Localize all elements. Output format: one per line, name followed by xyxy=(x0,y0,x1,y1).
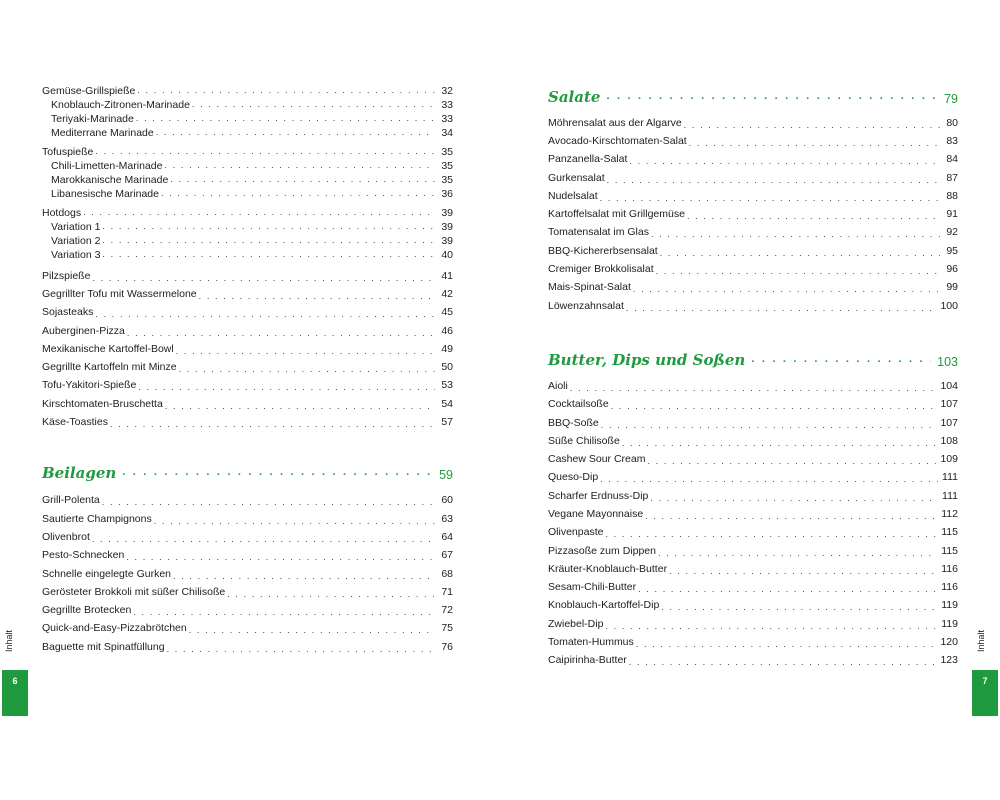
entry-page: 123 xyxy=(940,654,958,667)
entry-page: 33 xyxy=(441,99,453,111)
entry-title: BBQ-Soße xyxy=(548,416,599,429)
dot-leader xyxy=(570,380,937,393)
entry-title: Cocktailsoße xyxy=(548,398,609,411)
side-label-left: Inhalt xyxy=(4,629,15,653)
dot-leader xyxy=(164,161,435,170)
toc-subentry[interactable] xyxy=(42,187,453,201)
dot-leader xyxy=(136,114,435,123)
toc-subentry[interactable] xyxy=(42,98,453,112)
entry-page: 92 xyxy=(946,226,958,239)
toc-entry[interactable] xyxy=(548,279,958,297)
toc-entry[interactable] xyxy=(42,395,453,413)
toc-subentry[interactable] xyxy=(42,173,453,187)
toc-entry[interactable] xyxy=(548,560,958,578)
toc-entry[interactable] xyxy=(548,224,958,242)
right-toc-column xyxy=(548,84,958,670)
page-number-tab-left xyxy=(2,670,28,716)
dot-leader xyxy=(137,86,435,95)
entry-title: Panzanella-Salat xyxy=(548,153,628,166)
entry-title: Mediterrane Marinade xyxy=(51,127,154,139)
entry-page: 39 xyxy=(441,207,453,219)
dot-leader xyxy=(606,91,938,102)
dot-leader xyxy=(600,190,940,203)
entry-title: Auberginen-Pizza xyxy=(42,324,125,337)
entry-title: BBQ-Kichererbsensalat xyxy=(548,244,658,257)
toc-group xyxy=(42,206,453,262)
entry-title: Nudelsalat xyxy=(548,189,598,202)
entry-title: Käse-Toasties xyxy=(42,416,108,429)
entry-title: Knoblauch-Zitronen-Marinade xyxy=(51,99,190,111)
entry-title: Cashew Sour Cream xyxy=(548,453,646,466)
entry-page: 32 xyxy=(441,85,453,97)
toc-entry[interactable] xyxy=(548,652,958,670)
entry-page: 64 xyxy=(441,530,453,543)
dot-leader xyxy=(179,361,435,374)
dot-leader xyxy=(605,526,937,539)
entry-title: Sautierte Champignons xyxy=(42,512,152,525)
entry-page: 116 xyxy=(941,581,958,594)
entry-page: 72 xyxy=(441,604,453,617)
toc-entry[interactable] xyxy=(548,505,958,523)
toc-entry[interactable] xyxy=(548,132,958,150)
entry-title: Marokkanische Marinade xyxy=(51,174,169,186)
entry-title: Caipirinha-Butter xyxy=(548,654,627,667)
dot-leader xyxy=(95,306,435,319)
dot-leader xyxy=(102,494,435,507)
dot-leader xyxy=(156,128,435,137)
dot-leader xyxy=(605,618,937,631)
entry-title: Löwenzahnsalat xyxy=(548,299,624,312)
dot-leader xyxy=(176,343,435,356)
page-number: 7 xyxy=(982,676,988,686)
entry-page: 68 xyxy=(441,567,453,580)
entry-title: Variation 1 xyxy=(51,221,101,233)
dot-leader xyxy=(102,236,435,245)
toc-entry[interactable] xyxy=(42,358,453,376)
entry-title: Pilzspieße xyxy=(42,269,91,282)
entry-title: Grill-Polenta xyxy=(42,494,100,507)
dot-leader xyxy=(92,270,435,283)
dot-leader xyxy=(161,189,435,198)
entry-page: 87 xyxy=(946,171,958,184)
entry-title: Olivenbrot xyxy=(42,530,90,543)
entry-title: Gerösteter Brokkoli mit süßer Chilisoße xyxy=(42,585,226,598)
dot-leader xyxy=(102,250,435,259)
toc-group xyxy=(42,145,453,201)
entry-title: Teriyaki-Marinade xyxy=(51,113,134,125)
entry-title: Knoblauch-Kartoffel-Dip xyxy=(548,599,660,612)
dot-leader xyxy=(170,175,435,184)
dot-leader xyxy=(600,471,938,484)
dot-leader xyxy=(687,208,940,221)
dot-leader xyxy=(629,153,940,166)
entry-title: Kartoffelsalat mit Grillgemüse xyxy=(548,208,685,221)
dot-leader xyxy=(669,563,937,576)
dot-leader xyxy=(127,325,435,338)
dot-leader xyxy=(165,398,435,411)
entry-page: 119 xyxy=(941,599,958,612)
dot-leader xyxy=(189,622,435,635)
dot-leader xyxy=(656,263,940,276)
entry-page: 60 xyxy=(441,494,453,507)
page-number: 6 xyxy=(12,676,18,686)
dot-leader xyxy=(122,467,433,478)
dot-leader xyxy=(684,117,940,130)
entry-page: 91 xyxy=(946,208,958,221)
entry-title: Variation 3 xyxy=(51,249,101,261)
section-page: 103 xyxy=(937,355,958,370)
entry-page: 109 xyxy=(940,453,958,466)
entry-page: 67 xyxy=(441,549,453,562)
entry-title: Mais-Spinat-Salat xyxy=(548,281,631,294)
section-page: 59 xyxy=(439,467,453,482)
entry-title: Baguette mit Spinatfüllung xyxy=(42,640,165,653)
toc-entry[interactable] xyxy=(42,620,453,638)
entry-title: Zwiebel-Dip xyxy=(548,617,604,630)
entry-page: 107 xyxy=(940,398,958,411)
dot-leader xyxy=(133,604,435,617)
dot-leader xyxy=(192,100,435,109)
toc-entry[interactable] xyxy=(548,242,958,260)
dot-leader xyxy=(199,288,435,301)
entry-title: Möhrensalat aus der Algarve xyxy=(548,116,682,129)
entry-title: Vegane Mayonnaise xyxy=(548,507,644,520)
toc-subentry[interactable] xyxy=(42,234,453,248)
entry-page: 39 xyxy=(441,235,453,247)
entry-title: Queso-Dip xyxy=(548,471,599,484)
toc-entry[interactable] xyxy=(42,377,453,395)
entry-page: 63 xyxy=(441,512,453,525)
section-heading[interactable] xyxy=(548,347,958,369)
entry-page: 100 xyxy=(940,299,958,312)
toc-entry[interactable] xyxy=(548,169,958,187)
dot-leader xyxy=(126,549,435,562)
toc-entry[interactable] xyxy=(548,260,958,278)
section-title: Butter, Dips und Soßen xyxy=(548,351,746,370)
dot-leader xyxy=(601,417,937,430)
entry-title: Kirschtomaten-Bruschetta xyxy=(42,397,163,410)
entry-page: 112 xyxy=(941,507,958,520)
entry-page: 33 xyxy=(441,113,453,125)
entry-page: 71 xyxy=(441,585,453,598)
entry-page: 111 xyxy=(942,471,958,484)
toc-entry[interactable] xyxy=(42,510,453,528)
entry-page: 45 xyxy=(441,306,453,319)
entry-page: 84 xyxy=(946,153,958,166)
entry-title: Gegrillter Tofu mit Wassermelone xyxy=(42,287,197,300)
entry-title: Pesto-Schnecken xyxy=(42,549,125,562)
toc-entry[interactable] xyxy=(42,322,453,340)
toc-entry[interactable] xyxy=(548,414,958,432)
entry-title: Pizzasoße zum Dippen xyxy=(548,544,656,557)
dot-leader xyxy=(154,513,435,526)
entry-title: Tofuspieße xyxy=(42,146,94,158)
toc-subentry[interactable] xyxy=(42,159,453,173)
entry-page: 80 xyxy=(946,116,958,129)
entry-page: 83 xyxy=(946,134,958,147)
toc-entry[interactable] xyxy=(548,469,958,487)
entry-title: Sesam-Chili-Butter xyxy=(548,581,637,594)
toc-group xyxy=(42,84,453,140)
entry-page: 115 xyxy=(941,544,958,557)
toc-entry[interactable] xyxy=(42,285,453,303)
entry-page: 53 xyxy=(441,379,453,392)
toc-entry[interactable] xyxy=(548,297,958,315)
dot-leader xyxy=(110,416,435,429)
entry-title: Gemüse-Grillspieße xyxy=(42,85,136,97)
section-heading[interactable] xyxy=(42,460,453,482)
entry-page: 119 xyxy=(941,617,958,630)
section-heading[interactable] xyxy=(548,84,958,106)
dot-leader xyxy=(689,135,940,148)
dot-leader xyxy=(647,453,936,466)
entry-title: Aioli xyxy=(548,379,568,392)
entry-title: Tomaten-Hummus xyxy=(548,636,634,649)
toc-entry[interactable] xyxy=(548,114,958,132)
dot-leader xyxy=(660,245,940,258)
dot-leader xyxy=(645,508,937,521)
toc-subentry[interactable] xyxy=(42,220,453,234)
toc-entry[interactable] xyxy=(548,579,958,597)
entry-page: 107 xyxy=(940,416,958,429)
toc-subentry[interactable] xyxy=(42,126,453,140)
entry-title: Cremiger Brokkolisalat xyxy=(548,263,654,276)
entry-page: 46 xyxy=(441,324,453,337)
toc-entry[interactable] xyxy=(548,542,958,560)
entry-page: 104 xyxy=(940,379,958,392)
entry-page: 35 xyxy=(441,174,453,186)
toc-entry[interactable] xyxy=(548,205,958,223)
toc-entry[interactable] xyxy=(42,304,453,322)
toc-entry[interactable] xyxy=(42,565,453,583)
toc-entry[interactable] xyxy=(548,187,958,205)
entry-page: 57 xyxy=(441,416,453,429)
entry-page: 40 xyxy=(441,249,453,261)
toc-entry[interactable] xyxy=(42,206,453,220)
dot-leader xyxy=(611,398,937,411)
toc-entry[interactable] xyxy=(42,601,453,619)
entry-page: 88 xyxy=(946,189,958,202)
section-title: Salate xyxy=(548,88,601,106)
entry-title: Variation 2 xyxy=(51,235,101,247)
dot-leader xyxy=(92,531,435,544)
dot-leader xyxy=(102,222,435,231)
entry-title: Gegrillte Kartoffeln mit Minze xyxy=(42,361,177,374)
entry-page: 41 xyxy=(441,269,453,282)
dot-leader xyxy=(626,300,937,313)
dot-leader xyxy=(650,490,938,503)
entry-page: 95 xyxy=(946,244,958,257)
dot-leader xyxy=(138,379,435,392)
entry-title: Olivenpaste xyxy=(548,526,604,539)
entry-title: Kräuter-Knoblauch-Butter xyxy=(548,562,668,575)
dot-leader xyxy=(651,226,940,239)
entry-page: 35 xyxy=(441,160,453,172)
toc-entry[interactable] xyxy=(548,396,958,414)
toc-entry[interactable] xyxy=(42,547,453,565)
toc-entry[interactable] xyxy=(548,450,958,468)
toc-entry[interactable] xyxy=(548,597,958,615)
entry-page: 50 xyxy=(441,361,453,374)
dot-leader xyxy=(658,545,937,558)
dot-leader xyxy=(636,636,937,649)
entry-page: 34 xyxy=(441,127,453,139)
page-number-tab-right xyxy=(972,670,998,716)
toc-entry[interactable] xyxy=(548,633,958,651)
entry-title: Hotdogs xyxy=(42,207,82,219)
entry-title: Schnelle eingelegte Gurken xyxy=(42,567,172,580)
toc-entry[interactable] xyxy=(548,377,958,395)
entry-page: 111 xyxy=(942,489,958,502)
toc-entry[interactable] xyxy=(42,267,453,285)
entry-page: 35 xyxy=(441,146,453,158)
toc-entry[interactable] xyxy=(42,84,453,98)
left-toc-column xyxy=(42,84,453,656)
entry-title: Gegrillte Brotecken xyxy=(42,604,132,617)
entry-page: 116 xyxy=(941,562,958,575)
toc-entry[interactable] xyxy=(548,151,958,169)
dot-leader xyxy=(633,281,940,294)
entry-page: 96 xyxy=(946,263,958,276)
entry-title: Süße Chilisoße xyxy=(548,434,620,447)
toc-entry[interactable] xyxy=(548,432,958,450)
toc-entry[interactable] xyxy=(42,145,453,159)
toc-entry[interactable] xyxy=(42,340,453,358)
entry-page: 36 xyxy=(441,188,453,200)
entry-title: Sojasteaks xyxy=(42,306,94,319)
entry-title: Chili-Limetten-Marinade xyxy=(51,160,163,172)
entry-page: 120 xyxy=(940,636,958,649)
toc-entry[interactable] xyxy=(42,528,453,546)
entry-page: 99 xyxy=(946,281,958,294)
toc-entry[interactable] xyxy=(42,413,453,431)
toc-entry[interactable] xyxy=(548,487,958,505)
side-label-right: Inhalt xyxy=(976,629,987,653)
dot-leader xyxy=(167,641,435,654)
dot-leader xyxy=(227,586,435,599)
entry-title: Gurkensalat xyxy=(548,171,605,184)
entry-title: Quick-and-Easy-Pizzabrötchen xyxy=(42,622,187,635)
entry-page: 76 xyxy=(441,640,453,653)
entry-page: 75 xyxy=(441,622,453,635)
toc-entry[interactable] xyxy=(548,524,958,542)
entry-page: 115 xyxy=(941,526,958,539)
dot-leader xyxy=(607,172,940,185)
entry-title: Tofu-Yakitori-Spieße xyxy=(42,379,137,392)
toc-entry[interactable] xyxy=(548,615,958,633)
dot-leader xyxy=(622,435,937,448)
toc-subentry[interactable] xyxy=(42,112,453,126)
toc-subentry[interactable] xyxy=(42,248,453,262)
dot-leader xyxy=(629,654,937,667)
entry-page: 39 xyxy=(441,221,453,233)
dot-leader xyxy=(83,208,435,217)
section-page: 79 xyxy=(944,92,958,106)
entry-page: 42 xyxy=(441,287,453,300)
section-title: Beilagen xyxy=(42,463,117,482)
dot-leader xyxy=(173,568,435,581)
entry-title: Avocado-Kirschtomaten-Salat xyxy=(548,134,687,147)
entry-title: Scharfer Erdnuss-Dip xyxy=(548,489,649,502)
toc-entry[interactable] xyxy=(42,638,453,656)
toc-entry[interactable] xyxy=(42,583,453,601)
dot-leader xyxy=(751,354,931,365)
entry-title: Libanesische Marinade xyxy=(51,188,159,200)
dot-leader xyxy=(661,599,937,612)
entry-page: 54 xyxy=(441,397,453,410)
toc-entry[interactable] xyxy=(42,492,453,510)
entry-page: 108 xyxy=(940,434,958,447)
dot-leader xyxy=(95,147,435,156)
entry-title: Mexikanische Kartoffel-Bowl xyxy=(42,342,174,355)
dot-leader xyxy=(638,581,937,594)
entry-title: Tomatensalat im Glas xyxy=(548,226,649,239)
entry-page: 49 xyxy=(441,342,453,355)
